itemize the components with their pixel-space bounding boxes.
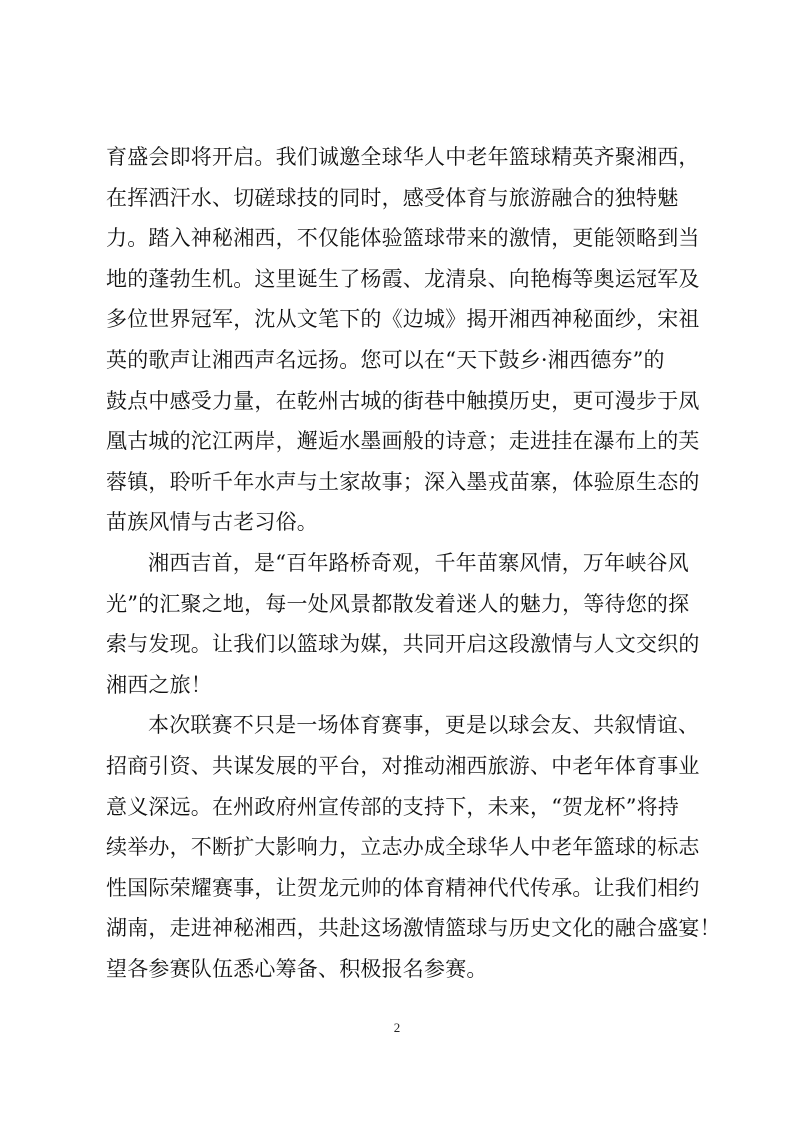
text-line: 湘西吉首，是“百年路桥奇观，千年苗寨风情，万年峡谷风 [148,550,689,575]
text-line: 湖南，走进神秘湘西，共赴这场激情篮球与历史文化的融合盛宴！ [106,916,721,941]
paragraph-1 [106,137,706,543]
text-line: 在挥洒汗水、切磋球技的同时，感受体育与旅游融合的独特魅 [106,185,679,210]
paragraph-2 [106,543,706,705]
text-line: 望各参赛队伍悉心筹备、积极报名参赛。 [106,956,488,981]
text-line: 招商引资、共谋发展的平台，对推动湘西旅游、中老年体育事业 [106,753,700,778]
paragraph-3 [106,705,721,989]
text-line: 苗族风情与古老习俗。 [106,510,318,535]
text-line: 英的歌声让湘西声名远扬。您可以在“天下鼓乡·湘西德夯”的 [106,347,665,372]
text-line: 性国际荣耀赛事，让贺龙元帅的体育精神代代传承。让我们相约 [106,875,700,900]
text-line: 鼓点中感受力量，在乾州古城的街巷中触摸历史，更可漫步于凤 [106,388,700,413]
text-line: 续举办，不断扩大影响力，立志办成全球华人中老年篮球的标志 [106,835,700,860]
text-line: 育盛会即将开启。我们诚邀全球华人中老年篮球精英齐聚湘西， [106,145,700,169]
text-line: 湘西之旅！ [106,672,212,697]
body-text [106,137,721,989]
text-line: 索与发现。让我们以篮球为媒，共同开启这段激情与人文交织的 [106,632,700,657]
text-line: 多位世界冠军，沈从文笔下的《边城》揭开湘西神秘面纱，宋祖 [106,307,700,332]
text-line: 本次联赛不只是一场体育赛事，更是以球会友、共叙情谊、 [148,713,700,738]
text-line: 光”的汇聚之地，每一处风景都散发着迷人的魅力，等待您的探 [106,591,690,616]
text-line: 凰古城的沱江两岸，邂逅水墨画般的诗意；走进挂在瀑布上的芙 [106,429,700,454]
text-line: 意义深远。在州政府州宣传部的支持下，未来，“贺龙杯”将持 [106,794,680,819]
text-line: 地的蓬勃生机。这里诞生了杨霞、龙清泉、向艳梅等奥运冠军及 [106,266,700,291]
text-line: 力。踏入神秘湘西，不仅能体验篮球带来的激情，更能领略到当 [106,226,700,251]
page-number: 2 [393,1020,401,1035]
text-line: 蓉镇，聆听千年水声与土家故事；深入墨戎苗寨，体验原生态的 [106,469,700,494]
